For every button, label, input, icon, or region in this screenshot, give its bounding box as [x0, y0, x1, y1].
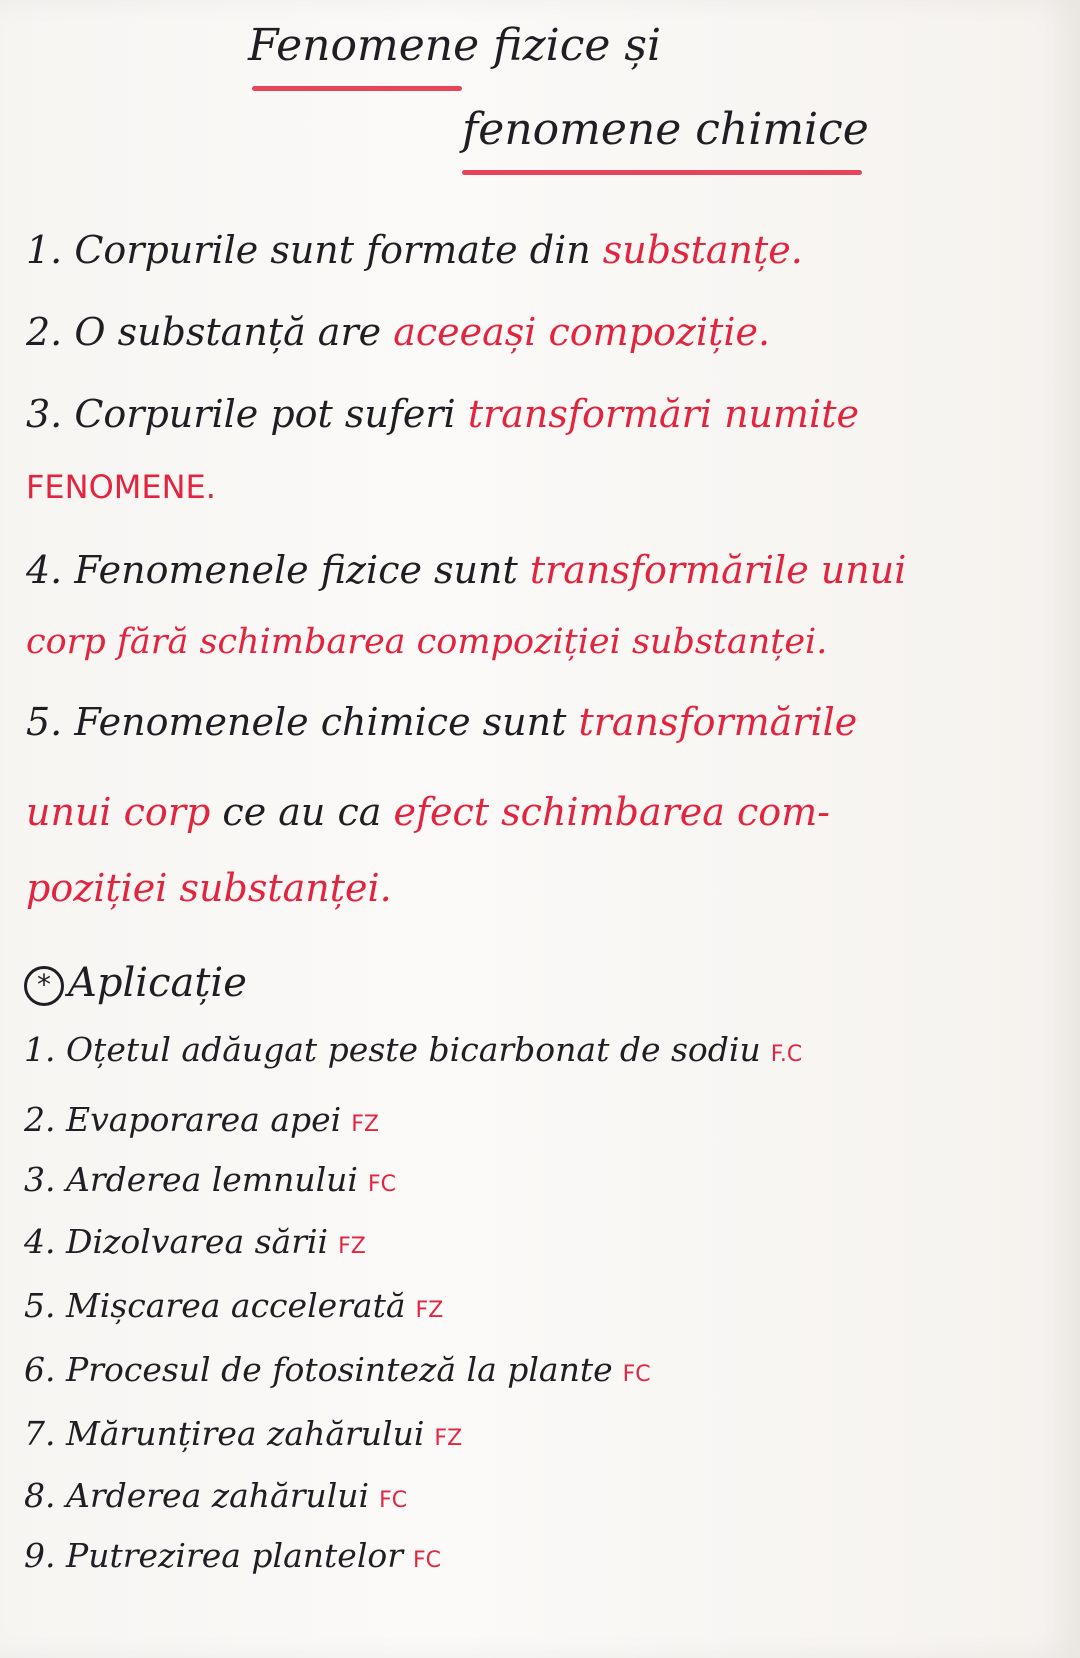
asterisk-circle-icon: * — [24, 966, 64, 1006]
paragraph-4: 4. Fenomenele fizice sunt transformările unui — [26, 548, 907, 592]
application-item-9: 9. Putrezirea plantelor FC — [24, 1536, 442, 1575]
paragraph-5: 5. Fenomenele chimice sunt transformările — [26, 700, 858, 744]
paragraph-5-continued: unui corp ce au ca efect schimbarea com- — [26, 790, 831, 834]
application-item-7: 7. Mărunțirea zahărului FZ — [24, 1414, 463, 1453]
paragraph-3-continued: FENOMENE. — [26, 468, 216, 506]
application-item-4: 4. Dizolvarea sării FZ — [24, 1222, 366, 1261]
application-item-8: 8. Arderea zahărului FC — [24, 1476, 408, 1515]
paragraph-5-end: poziției substanței. — [26, 866, 392, 910]
paragraph-3: 3. Corpurile pot suferi transformări numite — [26, 392, 859, 436]
paragraph-4-continued: corp fără schimbarea compoziției substanței. — [26, 622, 828, 662]
application-item-6: 6. Procesul de fotosinteză la plante FC — [24, 1350, 651, 1389]
application-item-1: 1. Oțetul adăugat peste bicarbonat de sodiu F.C — [24, 1030, 803, 1069]
title-underline-1 — [252, 86, 462, 91]
application-item-2: 2. Evaporarea apei FZ — [24, 1100, 379, 1139]
application-item-3: 3. Arderea lemnului FC — [24, 1160, 396, 1199]
title-line-2: fenomene chimice — [462, 104, 869, 155]
paragraph-1: 1. Corpurile sunt formate din substanțe. — [26, 228, 803, 272]
application-item-5: 5. Mișcarea accelerată FZ — [24, 1286, 444, 1325]
paragraph-2: 2. O substanță are aceeași compoziție. — [26, 310, 771, 354]
title-underline-2 — [462, 170, 862, 175]
title-line-1: Fenomene fizice și — [248, 20, 662, 71]
application-heading: * Aplicație — [24, 960, 247, 1006]
